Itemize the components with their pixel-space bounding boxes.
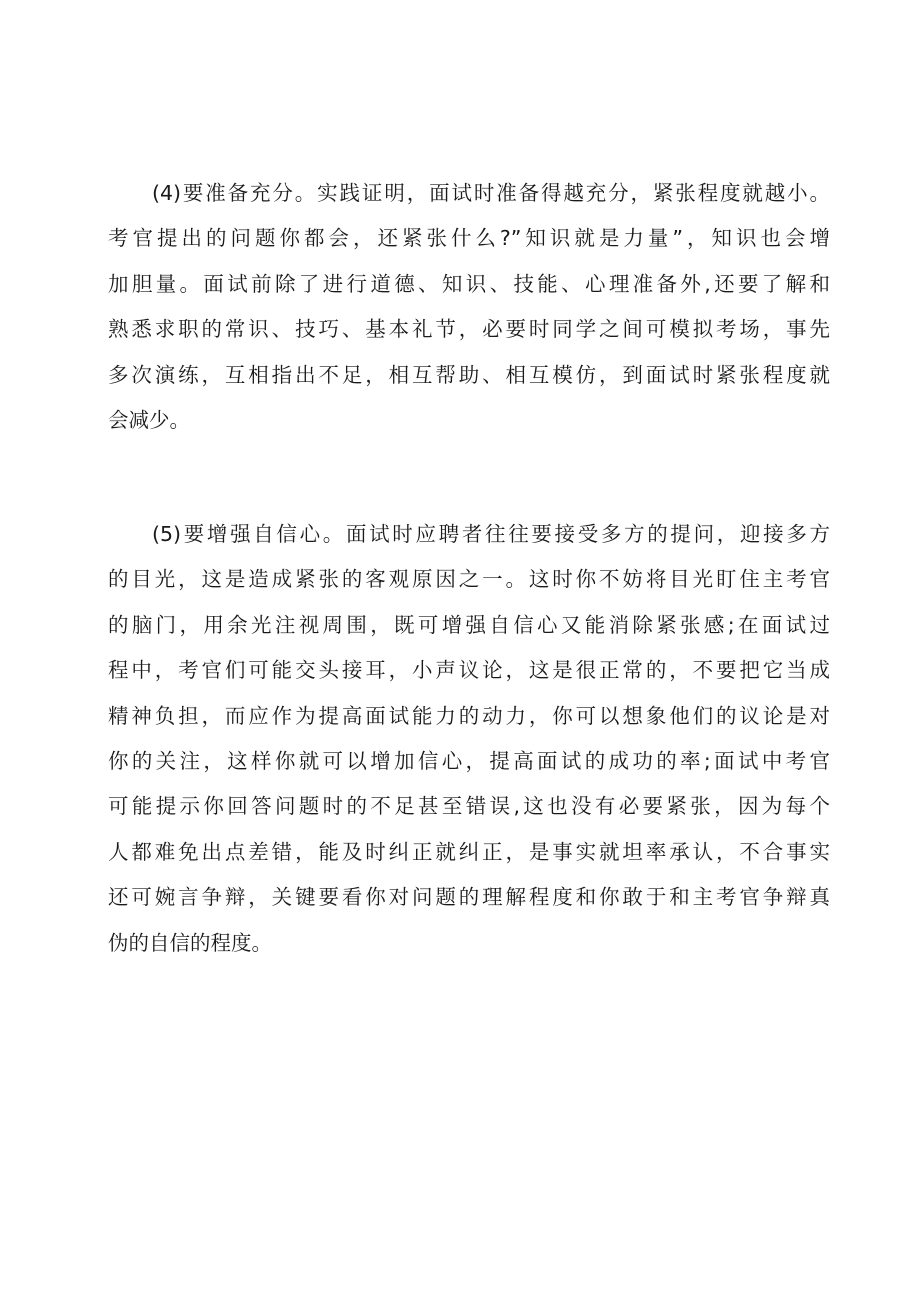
- text-line: 程中，考官们可能交头接耳，小声议论，这是很正常的，不要把它当成: [108, 658, 830, 683]
- text-line: (4)要准备充分。实践证明，面试时准备得越充分，紧张程度就越小。: [152, 181, 830, 205]
- text-line: 人都难免出点差错，能及时纠正就纠正，是事实就坦率承认，不合事实: [108, 839, 830, 864]
- text-line: 的目光，这是造成紧张的客观原因之一。这时你不妨将目光盯住主考官: [108, 567, 830, 592]
- text-line: 伪的自信的程度。: [108, 930, 272, 955]
- text-line: 会减少。: [108, 408, 190, 433]
- paragraph-prepare-fully: [108, 171, 830, 443]
- text-line: 熟悉求职的常识、技巧、基本礼节，必要时同学之间可模拟考场，事先: [108, 317, 830, 342]
- text-line: 加胆量。面试前除了进行道德、知识、技能、心理准备外,还要了解和: [108, 271, 830, 296]
- text-line: 精神负担，而应作为提高面试能力的动力，你可以想象他们的议论是对: [108, 703, 830, 728]
- paragraph-build-confidence: [108, 512, 830, 966]
- text-line: 的脑门，用余光注视周围，既可增强自信心又能消除紧张感;在面试过: [108, 612, 830, 637]
- text-line: 可能提示你回答问题时的不足甚至错误,这也没有必要紧张，因为每个: [108, 794, 830, 819]
- text-line: 还可婉言争辩，关键要看你对问题的理解程度和你敢于和主考官争辩真: [108, 885, 830, 910]
- text-line: 你的关注，这样你就可以增加信心，提高面试的成功的率;面试中考官: [108, 749, 830, 774]
- text-line: (5)要增强自信心。面试时应聘者往往要接受多方的提问，迎接多方: [152, 522, 830, 546]
- text-line: 多次演练，互相指出不足，相互帮助、相互模仿，到面试时紧张程度就: [108, 362, 830, 387]
- text-line: 考官提出的问题你都会，还紧张什么?”知识就是力量”，知识也会增: [108, 226, 830, 251]
